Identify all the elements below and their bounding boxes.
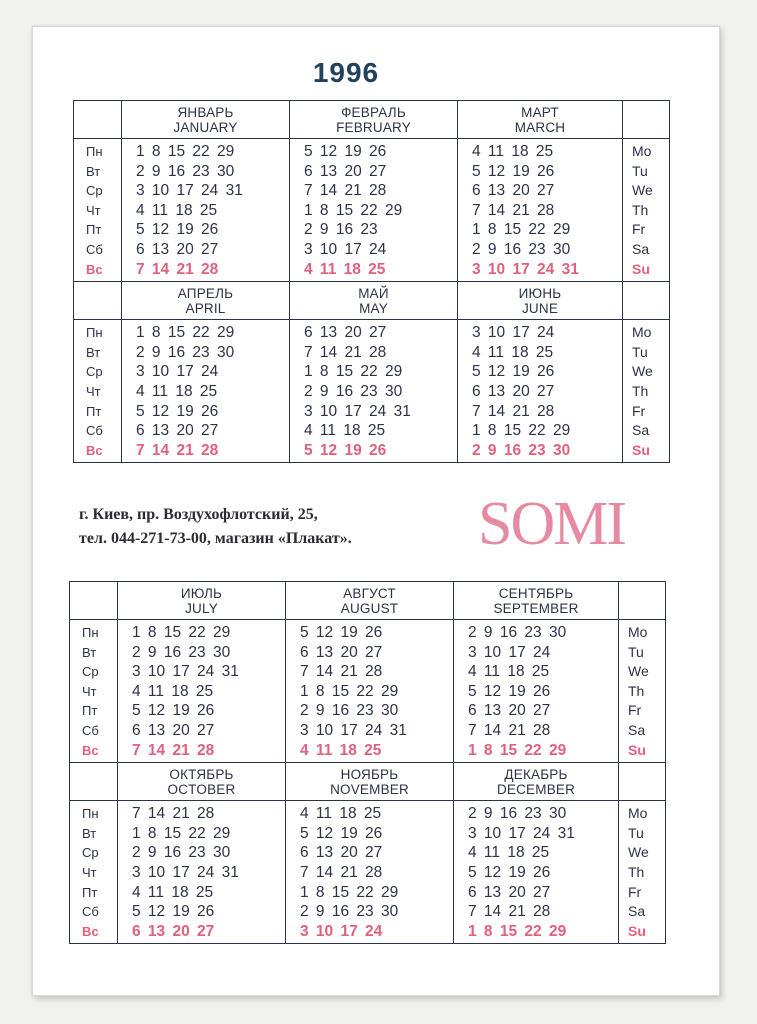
month-name-ru: ИЮНЬ	[518, 285, 562, 301]
weekday-label-ru: Пт	[82, 703, 98, 719]
day-row: 6 13 20 27	[136, 422, 219, 440]
day-row: 6 13 20 27	[132, 721, 215, 739]
day-row: 1 8 15 22 29	[468, 741, 567, 759]
header-blank-left	[70, 763, 118, 801]
day-row: 1 8 15 22 29	[304, 363, 403, 381]
day-row: 4 11 18 25	[468, 663, 550, 681]
day-row: 7 14 21 28	[136, 441, 219, 459]
weekday-label-en: We	[632, 363, 653, 380]
month-name-ru: ДЕКАБРЬ	[504, 766, 568, 782]
header-blank-left	[70, 582, 118, 620]
weekday-label-ru: Вт	[86, 163, 101, 179]
day-row: 2 9 16 23 30	[136, 162, 235, 180]
month-name-en: JANUARY	[173, 119, 238, 135]
month-name-en: MAY	[359, 300, 388, 316]
day-row: 3 10 17 24 31	[132, 863, 239, 881]
weekday-label-en: Su	[632, 260, 650, 277]
month-name-ru: ИЮЛЬ	[180, 585, 223, 601]
weekday-label-en: Tu	[632, 343, 648, 360]
address-line-2: тел. 044-271-73-00, магазин «Плакат».	[79, 530, 352, 547]
weekday-label-ru: Чт	[86, 202, 101, 218]
weekday-label-en: We	[632, 182, 653, 199]
weekday-label-ru: Вт	[86, 344, 101, 360]
day-row: 4 11 18 25	[472, 343, 554, 361]
day-row: 6 13 20 27	[132, 922, 215, 940]
somi-logo: SOMI	[478, 490, 626, 558]
day-row: 1 8 15 22 29	[136, 143, 235, 160]
day-row: 2 9 16 23 30	[468, 624, 567, 641]
day-row: 6 13 20 27	[304, 162, 387, 180]
day-row: 3 10 17 24	[300, 922, 383, 940]
weekday-label-ru: Сб	[82, 722, 99, 738]
month-name-ru: МАЙ	[358, 285, 389, 301]
calendar-grid-first-half	[73, 100, 670, 463]
weekday-label-ru: Пт	[86, 403, 102, 419]
day-row: 1 8 15 22 29	[304, 201, 403, 219]
weekday-labels-en	[619, 620, 666, 763]
month-name-en: AUGUST	[340, 600, 399, 616]
weekday-label-ru: Ср	[86, 364, 103, 380]
day-row: 5 12 19 26	[300, 824, 383, 842]
header-blank-left	[74, 282, 122, 320]
month-name-en: FEBRUARY	[336, 119, 411, 135]
month-name-ru: ОКТЯБРЬ	[169, 766, 234, 782]
month-header	[458, 282, 623, 320]
weekday-label-ru: Пн	[82, 806, 99, 822]
weekday-label-en: Th	[628, 682, 645, 699]
weekday-label-ru: Сб	[86, 241, 103, 257]
weekday-label-ru: Сб	[86, 423, 103, 439]
month-name-en: OCTOBER	[167, 781, 236, 797]
day-row: 3 10 17 24	[136, 363, 219, 381]
day-row: 4 11 18 25	[472, 143, 554, 160]
day-row: 4 11 18 25	[468, 844, 550, 862]
store-address	[79, 503, 352, 551]
weekday-label-en: Th	[632, 382, 649, 399]
day-row: 1 8 15 22 29	[136, 324, 235, 342]
header-blank-left	[74, 101, 122, 139]
month-header	[122, 282, 290, 320]
month-name-en: MARCH	[514, 119, 566, 135]
day-row: 4 11 18 25	[136, 382, 218, 400]
weekday-label-ru: Чт	[86, 383, 101, 399]
day-row: 1 8 15 22 29	[472, 422, 571, 440]
month-days	[290, 139, 458, 282]
day-row: 6 13 20 27	[304, 324, 387, 342]
weekday-label-ru: Вс	[86, 261, 103, 277]
month-days	[290, 320, 458, 463]
weekday-label-ru: Чт	[82, 683, 97, 699]
weekday-labels-en	[623, 139, 670, 282]
day-row: 5 12 19 26	[132, 903, 215, 921]
weekday-label-en: Fr	[632, 221, 646, 238]
day-row: 3 10 17 24 31	[300, 721, 407, 739]
day-row: 4 11 18 25	[136, 201, 218, 219]
month-name-en: DECEMBER	[496, 781, 576, 797]
weekday-labels-ru	[70, 620, 118, 763]
day-row: 6 13 20 27	[468, 883, 551, 901]
weekday-label-en: Su	[632, 441, 650, 458]
day-row: 6 13 20 27	[468, 702, 551, 720]
calendar-grid-second-half	[69, 581, 666, 944]
weekday-label-en: Mo	[628, 624, 648, 640]
day-row: 2 9 16 23 30	[132, 643, 231, 661]
day-row: 3 10 17 24	[304, 240, 387, 258]
month-days	[122, 139, 290, 282]
header-blank-right	[623, 101, 670, 139]
day-row: 5 12 19 26	[468, 682, 551, 700]
day-row: 3 10 17 24 31	[468, 824, 575, 842]
day-row: 6 13 20 27	[300, 844, 383, 862]
weekday-label-en: Sa	[628, 721, 646, 738]
day-row: 2 9 16 23 30	[136, 343, 235, 361]
weekday-label-ru: Ср	[82, 845, 99, 861]
month-days	[118, 620, 286, 763]
month-days	[118, 801, 286, 944]
day-row: 6 13 20 27	[472, 182, 555, 200]
month-name-ru: АВГУСТ	[343, 585, 396, 601]
header-blank-right	[619, 763, 666, 801]
weekday-label-ru: Пн	[82, 625, 99, 640]
day-row: 7 14 21 28	[132, 741, 215, 759]
day-row: 7 14 21 28	[472, 402, 555, 420]
month-name-ru: СЕНТЯБРЬ	[498, 585, 574, 601]
day-row: 5 12 19 26	[136, 402, 219, 420]
weekday-label-ru: Пн	[86, 325, 103, 341]
weekday-label-ru: Пт	[82, 884, 98, 900]
month-name-ru: НОЯБРЬ	[340, 766, 399, 782]
month-name-ru: ФЕВРАЛЬ	[341, 104, 406, 120]
weekday-labels-en	[623, 320, 670, 463]
day-row: 1 8 15 22 29	[472, 221, 571, 239]
weekday-label-ru: Вс	[82, 923, 99, 939]
day-row: 3 10 17 24 31	[136, 182, 243, 200]
weekday-labels-ru	[74, 139, 122, 282]
month-name-en: NOVEMBER	[330, 781, 409, 797]
calendar-card	[32, 26, 720, 996]
weekday-label-en: Fr	[628, 883, 642, 900]
weekday-label-en: We	[628, 844, 649, 861]
day-row: 5 12 19 26	[136, 221, 219, 239]
month-header	[286, 763, 454, 801]
weekday-label-en: Fr	[632, 402, 646, 419]
day-row: 7 14 21 28	[300, 663, 383, 681]
weekday-label-ru: Вс	[86, 442, 103, 458]
day-row: 6 13 20 27	[136, 240, 219, 258]
weekday-label-ru: Сб	[82, 904, 99, 920]
month-name-ru: МАРТ	[521, 104, 559, 120]
day-row: 3 10 17 24	[472, 324, 555, 342]
day-row: 7 14 21 28	[304, 182, 387, 200]
month-days	[458, 320, 623, 463]
weekday-label-en: Mo	[628, 805, 648, 822]
day-row: 2 9 16 23	[304, 221, 378, 239]
day-row: 2 9 16 23 30	[132, 844, 231, 862]
month-days	[454, 801, 619, 944]
day-row: 3 10 17 24 31	[304, 402, 411, 420]
day-row: 2 9 16 23 30	[300, 702, 399, 720]
weekday-label-en: Tu	[628, 643, 644, 660]
weekday-label-ru: Вт	[82, 644, 97, 660]
header-blank-right	[619, 582, 666, 620]
day-row: 7 14 21 28	[300, 863, 383, 881]
month-days	[122, 320, 290, 463]
day-row: 4 11 18 25	[304, 422, 386, 440]
day-row: 5 12 19 26	[132, 702, 215, 720]
weekday-label-en: Mo	[632, 324, 652, 341]
month-header	[118, 763, 286, 801]
day-row: 4 11 18 25	[132, 883, 214, 901]
month-days	[458, 139, 623, 282]
day-row: 2 9 16 23 30	[472, 240, 571, 258]
weekday-label-en: Su	[628, 922, 646, 939]
address-line-1: г. Киев, пр. Воздухофлотский, 25,	[79, 506, 318, 523]
day-row: 2 9 16 23 30	[304, 382, 403, 400]
month-header	[118, 582, 286, 620]
month-header	[454, 582, 619, 620]
day-row: 3 10 17 24 31	[132, 663, 239, 681]
day-row: 6 13 20 27	[472, 382, 555, 400]
day-row: 5 12 19 26	[472, 162, 555, 180]
month-name-en: APRIL	[185, 300, 226, 316]
weekday-label-en: Sa	[632, 422, 650, 439]
weekday-label-en: Sa	[632, 240, 650, 257]
header-blank-right	[623, 282, 670, 320]
day-row: 1 8 15 22 29	[132, 824, 231, 842]
day-row: 4 11 18 25	[304, 260, 386, 278]
weekday-label-en: Tu	[628, 824, 644, 841]
month-days	[286, 801, 454, 944]
day-row: 2 9 16 23 30	[468, 805, 567, 823]
weekday-label-ru: Пт	[86, 222, 102, 238]
month-name-ru: АПРЕЛЬ	[177, 285, 234, 301]
day-row: 4 11 18 25	[132, 682, 214, 700]
day-row: 1 8 15 22 29	[300, 682, 399, 700]
day-row: 4 11 18 25	[300, 741, 382, 759]
day-row: 5 12 19 26	[472, 363, 555, 381]
weekday-label-ru: Ср	[86, 183, 103, 199]
day-row: 4 11 18 25	[300, 805, 382, 823]
month-name-ru: ЯНВАРЬ	[177, 104, 234, 120]
month-header	[290, 101, 458, 139]
weekday-label-en: Tu	[632, 162, 648, 179]
month-header	[454, 763, 619, 801]
day-row: 2 9 16 23 30	[300, 903, 399, 921]
weekday-label-ru: Ср	[82, 664, 99, 680]
day-row: 2 9 16 23 30	[472, 441, 571, 459]
day-row: 5 12 19 26	[300, 624, 383, 641]
day-row: 6 13 20 27	[300, 643, 383, 661]
weekday-label-ru: Чт	[82, 864, 97, 880]
weekday-label-en: Th	[628, 863, 645, 880]
weekday-labels-ru	[70, 801, 118, 944]
day-row: 5 12 19 26	[304, 143, 387, 160]
month-name-en: JULY	[185, 600, 218, 616]
day-row: 1 8 15 22 29	[468, 922, 567, 940]
day-row: 1 8 15 22 29	[132, 624, 231, 641]
day-row: 7 14 21 28	[468, 903, 551, 921]
day-row: 3 10 17 24	[468, 643, 551, 661]
month-header	[290, 282, 458, 320]
month-header	[458, 101, 623, 139]
day-row: 7 14 21 28	[304, 343, 387, 361]
year-title: 1996	[312, 57, 380, 88]
day-row: 7 14 21 28	[132, 805, 215, 823]
month-header	[286, 582, 454, 620]
weekday-labels-en	[619, 801, 666, 944]
weekday-label-en: Mo	[632, 143, 652, 159]
day-row: 5 12 19 26	[304, 441, 387, 459]
month-header	[122, 101, 290, 139]
month-days	[454, 620, 619, 763]
weekday-label-en: We	[628, 663, 649, 680]
day-row: 7 14 21 28	[136, 260, 219, 278]
day-row: 7 14 21 28	[468, 721, 551, 739]
day-row: 5 12 19 26	[468, 863, 551, 881]
weekday-label-en: Sa	[628, 903, 646, 920]
month-days	[286, 620, 454, 763]
weekday-label-en: Fr	[628, 702, 642, 719]
day-row: 1 8 15 22 29	[300, 883, 399, 901]
weekday-label-ru: Вт	[82, 825, 97, 841]
month-name-en: SEPTEMBER	[493, 600, 579, 616]
weekday-label-ru: Пн	[86, 144, 103, 159]
day-row: 3 10 17 24 31	[472, 260, 579, 278]
weekday-labels-ru	[74, 320, 122, 463]
weekday-label-en: Th	[632, 201, 649, 218]
day-row: 7 14 21 28	[472, 201, 555, 219]
month-name-en: JUNE	[521, 300, 559, 316]
weekday-label-ru: Вс	[82, 742, 99, 758]
weekday-label-en: Su	[628, 741, 646, 758]
